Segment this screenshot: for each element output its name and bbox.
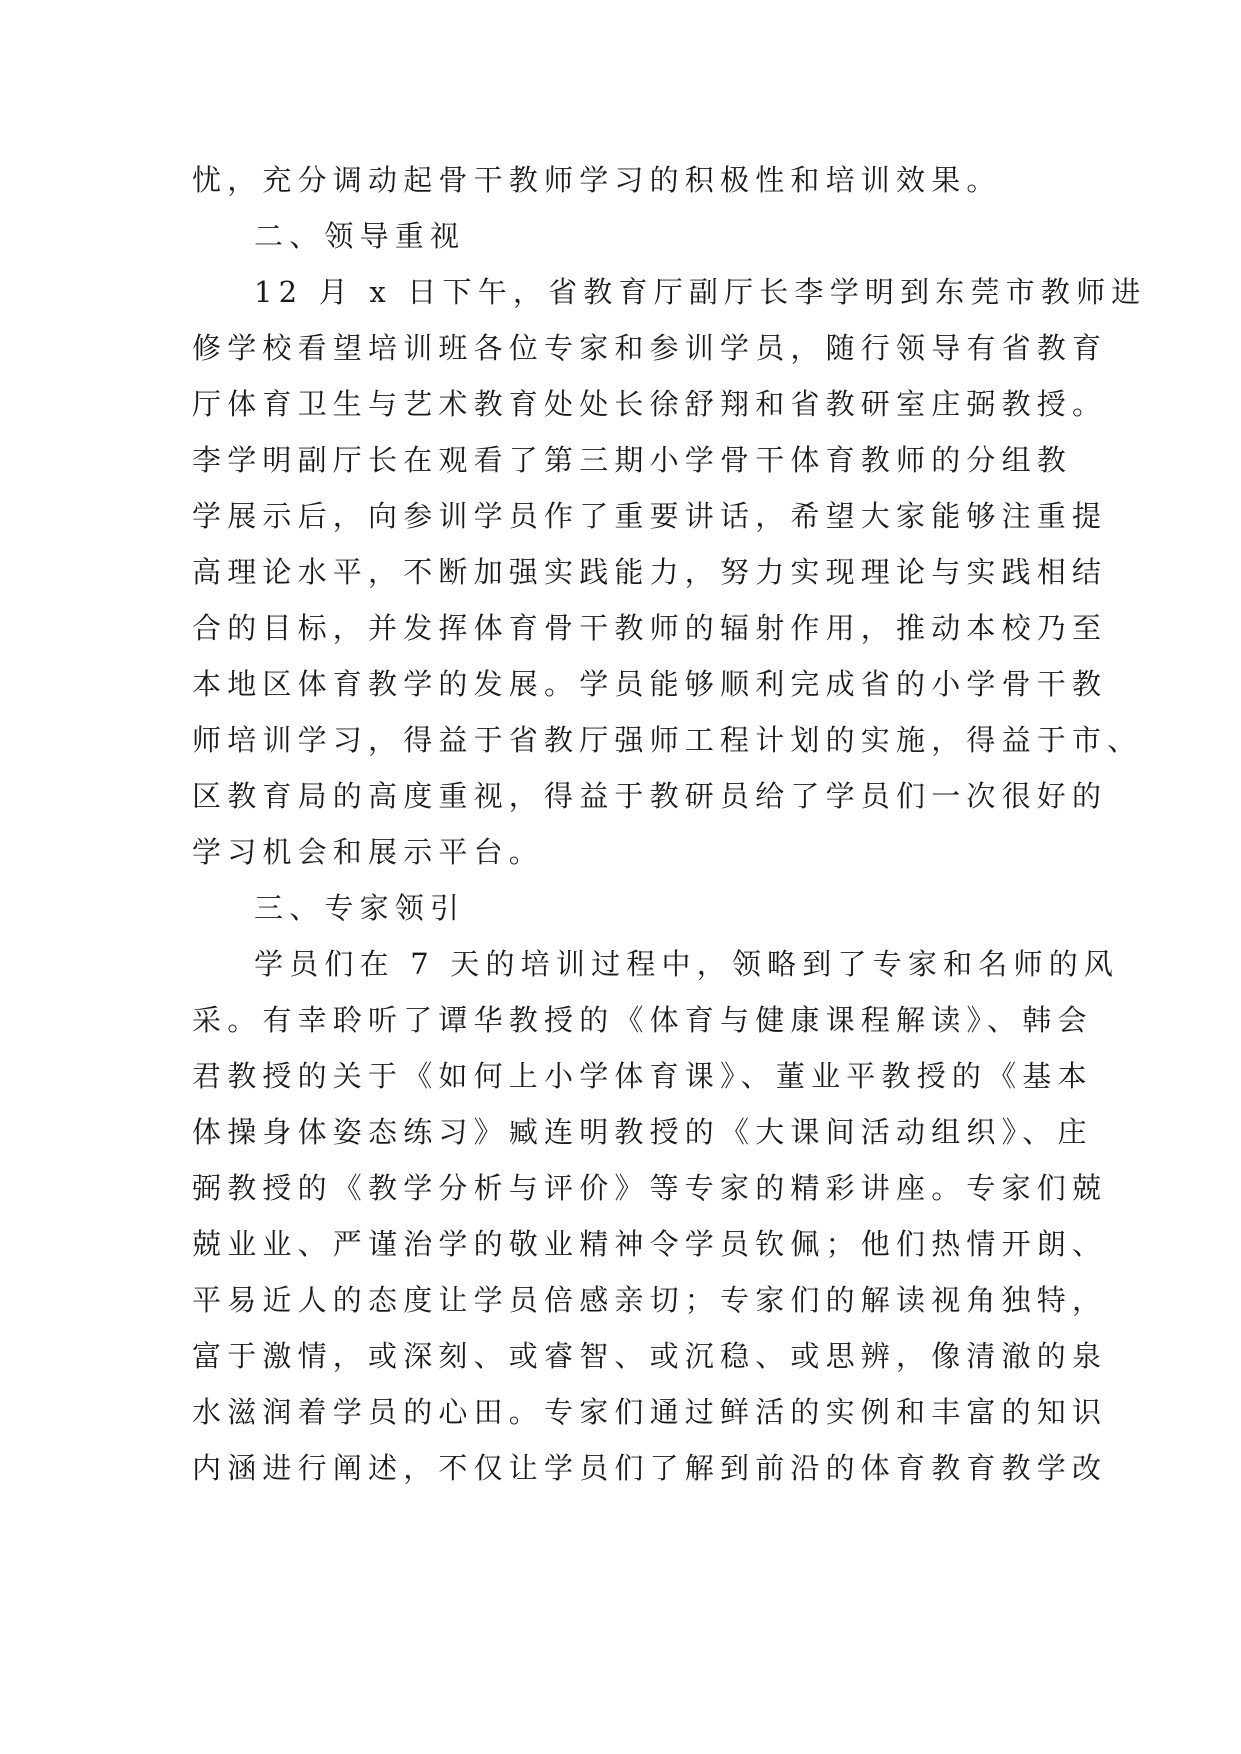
text-line: 学展示后，向参训学员作了重要讲话，希望大家能够注重提	[192, 499, 1108, 533]
text-line: 高理论水平，不断加强实践能力，努力实现理论与实践相结	[192, 555, 1108, 589]
text-line: 平易近人的态度让学员倍感亲切；专家们的解读视角独特，	[192, 1283, 1108, 1317]
text-line: 忧，充分调动起骨干教师学习的积极性和培训效果。	[192, 163, 1002, 197]
section-heading: 三、专家领引	[254, 891, 466, 925]
text-line: 区教育局的高度重视，得益于教研员给了学员们一次很好的	[192, 779, 1108, 813]
text-line: 兢业业、严谨治学的敬业精神令学员钦佩；他们热情开朗、	[192, 1227, 1108, 1261]
text-line: 学习机会和展示平台。	[192, 835, 545, 869]
text-line: 李学明副厅长在观看了第三期小学骨干体育教师的分组教	[192, 443, 1073, 477]
text-line: 合的目标，并发挥体育骨干教师的辐射作用，推动本校乃至	[192, 611, 1108, 645]
text-line: 体操身体姿态练习》臧连明教授的《大课间活动组织》、庄	[192, 1115, 1093, 1149]
text-line: 修学校看望培训班各位专家和参训学员，随行领导有省教育	[192, 331, 1108, 365]
text-line: 本地区体育教学的发展。学员能够顺利完成省的小学骨干教	[192, 667, 1108, 701]
body-text	[192, 152, 1147, 1496]
text-line: 弼教授的《教学分析与评价》等专家的精彩讲座。专家们兢	[192, 1171, 1108, 1205]
text-line: 厅体育卫生与艺术教育处处长徐舒翔和省教研室庄弼教授。	[192, 387, 1108, 421]
text-line: 12 月 x 日下午，省教育厅副厅长李学明到东莞市教师进	[254, 275, 1147, 309]
text-line: 采。有幸聆听了谭华教授的《体育与健康课程解读》、韩会	[192, 1003, 1093, 1037]
section-heading: 二、领导重视	[254, 219, 466, 253]
text-line: 富于激情，或深刻、或睿智、或沉稳、或思辨，像清澈的泉	[192, 1339, 1108, 1373]
text-line: 君教授的关于《如何上小学体育课》、董业平教授的《基本	[192, 1059, 1093, 1093]
text-line: 水滋润着学员的心田。专家们通过鲜活的实例和丰富的知识	[192, 1395, 1108, 1429]
text-line: 学员们在 7 天的培训过程中，领略到了专家和名师的风	[254, 947, 1120, 981]
text-line: 师培训学习，得益于省教厅强师工程计划的实施，得益于市、	[192, 723, 1143, 757]
text-line: 内涵进行阐述，不仅让学员们了解到前沿的体育教育教学改	[192, 1451, 1108, 1485]
